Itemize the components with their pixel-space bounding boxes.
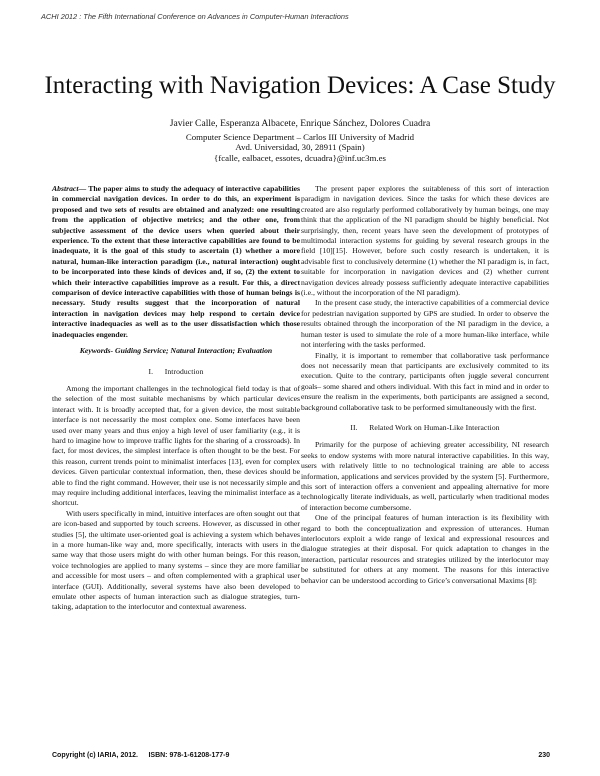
body-paragraph: Finally, it is important to remember that collaborative task performance does not necessarily mean that participants are exclusively commited to its execution. Quite to the contrary, participants often juggle several concurrent goals– some shared and others individual. With this fact in mind and in order to ensure the realism in the experiments, both participants are assigned a second, background collaborative task to be performed simultaneously with the first.	[301, 350, 549, 412]
affiliation-line: Computer Science Department – Carlos III University of Madrid	[185, 132, 415, 142]
abstract	[52, 184, 300, 340]
body-paragraph: Primarily for the purpose of achieving greater accessibility, NI research seeks to endow systems with more natural interactive capabilities. In this way, users with relatively little to no technological training are able to access information, applications and services provided by the system [5]. Furthermore, this sort of interaction offers a convenient and appealing alternative for more technologically literate individuals, as well, particularly when traditional modes of interaction become cumbersome.	[301, 440, 549, 512]
body-paragraph: Among the important challenges in the technological field today is that of the selection of the most suitable mechanisms by which particular devices interact with. It is broadly accepted that, for a given device, the most suitable interface is not necessarily the most complex one. Some interfaces have been used over many years and thus enjoy a high level of user familiarity (e.g., it is hard to imagine how to improve traffic lights for the sharing of a crossroads). In fact, for most devices, the simplest interface is often thought to be the best. For this reason, current trends point to minimalist interfaces [13], even for complex devices. Given particular contextual information, then, these devices should be able to find the right command. However, their use is not necessarily simple and may require including additional interfaces, leaving the minimalist interface as a shortcut.	[52, 383, 300, 508]
running-head: ACHI 2012 : The Fifth International Conference on Advances in Computer-Human Interactions	[41, 12, 349, 21]
affiliation-email: {fcalle, ealbacet, essotes, dcuadra}@inf.uc3m.es	[214, 152, 386, 163]
affiliation	[0, 132, 600, 163]
keywords: Keywords- Guiding Service; Natural Interaction; Evaluation	[79, 346, 273, 356]
abstract-label: Abstract—	[52, 184, 87, 193]
abstract-text: The paper aims to study the adequacy of interactive capabilities in commercial navigation devices. In order to do this, an experiment is proposed and two sets of results are obtained and analyzed: one resulting from the application of objective metrics; and the other one, from subjective assessment of the device users when queried about their experience. To the extent that these interactive capabilities are found to be inadequate, it is the goal of this study to ascertain (1) whether a more natural, human-like interaction paradigm (i.e., natural interaction) ought to be incorporated into these kinds of devices and, if so, (2) the extent to which their interactive capabilities improve as a result. For this, a direct comparison of device interactive capabilities with those of human beings is necessary. Study results suggest that the incorporation of natural interaction in navigation devices may help respond to certain device interactive inadequacies as well as to the user dissatisfaction which those inadequacies engender.	[52, 184, 300, 339]
authors: Javier Calle, Esperanza Albacete, Enrique Sánchez, Dolores Cuadra	[169, 118, 431, 129]
affiliation-line: Avd. Universidad, 30, 28911 (Spain)	[235, 142, 365, 153]
section-heading-introduction: I. Introduction	[148, 366, 204, 376]
body-paragraph: In the present case study, the interactive capabilities of a commercial device for pedestrian navigation supported by GPS are studied. In order to observe the results obtained through the incorporation of the NI paradigm in the device, a human tester is used to simulate the role of a more human-like interface, while not interfering with the tasks performed.	[301, 298, 549, 350]
section-heading-related-work: II. Related Work on Human-Like Interaction	[350, 422, 500, 432]
body-paragraph: The present paper explores the suitableness of this sort of interaction paradigm in navigation devices. Since the tasks for which these devices are created are also regularly performed collaboratively by human beings, one may think that the application of the NI paradigm should be highly beneficial. Not surprisingly, then, recent years have seen the development of prototypes of multimodal interaction systems for guiding by several research groups in the field [10][15]. However, before such costly research is undertaken, it is advisable first to conclusively determine (1) whether the NI paradigm is, in fact, suitable for incorporation in navigation devices and (2) whether current navigation devices already possess sufficiently adequate interactive capabilities (i.e., without the incorporation of the NI paradigm).	[301, 184, 549, 298]
left-column	[52, 184, 300, 613]
page-number: 230	[538, 752, 550, 759]
right-column	[301, 184, 549, 586]
paper-title: Interacting with Navigation Devices: A Case Study	[44, 72, 556, 99]
footer-copyright: Copyright (c) IARIA, 2012. ISBN: 978-1-61208-177-9	[52, 752, 230, 759]
body-paragraph: One of the principal features of human interaction is its flexibility with regard to both the conceptualization and expression of utterances. Human interlocutors exploit a wide range of lexical and expressional resources and dialogue strategies at their disposal. For quick adaptation to changes in the interaction, particular resources and strategies utilized by the interlocutor may be substituted for others at any moment. The reasons for this interactive behavior can be understood according to Grice’s conversational Maxims [8]:	[301, 513, 549, 585]
body-paragraph: With users specifically in mind, intuitive interfaces are often sought out that are icon-based and supported by touch screens. However, as discussed in other studies [5], the ultimate user-oriented goal is achieving a system which behaves in a more human-like way and, more specifically, interacts with users in the same way that those users might do with other human beings. For this reason, voice technologies are applied to many systems – since they are more familiar and accessible for most users – and often complemented with a graphical user interface (GUI). Additionally, several systems have also been developed to emulate other aspects of human interaction such as dialogue strategies, turn-taking, adaptation to the interlocutor and contextual awareness.	[52, 508, 300, 612]
